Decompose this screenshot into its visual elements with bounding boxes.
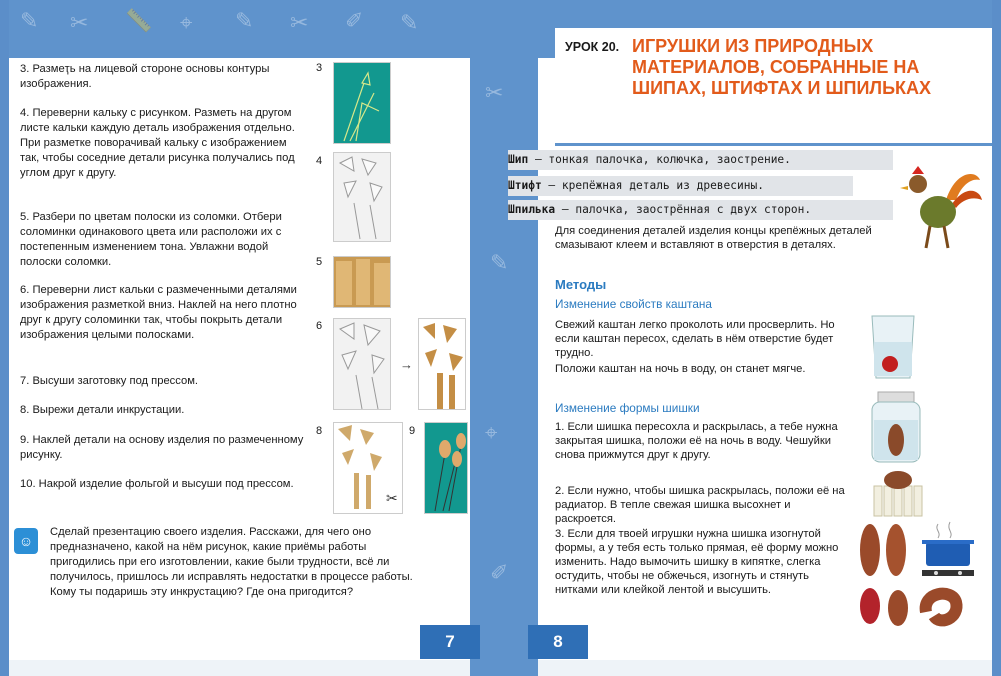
figure-9-image (424, 422, 468, 514)
scissors-icon: ✂ (485, 80, 504, 105)
page-number-left: 7 (420, 625, 480, 659)
figure-number: 9 (409, 425, 416, 437)
presentation-task-icon: ☺ (14, 528, 38, 554)
term-word: Шип (508, 153, 529, 166)
arrow-icon: → (400, 357, 413, 372)
lesson-title: ИГРУШКИ ИЗ ПРИРОДНЫХ МАТЕРИАЛОВ, СОБРАННЫЕ НА ШИПАХ, ШТИФТАХ И ШПИЛЬКАХ (632, 36, 931, 98)
compass-icon: ⌖ (485, 420, 498, 445)
lesson-label: УРОК 20. (565, 40, 620, 54)
pencil-icon: ✎ (235, 8, 254, 33)
rooster-toy-illustration (896, 160, 984, 252)
term-shpilka (508, 200, 893, 220)
term-word: Штифт (508, 179, 542, 192)
methods-heading: Методы (555, 277, 607, 292)
cone-heading: Изменение формы шишки (555, 401, 700, 415)
step-9: 9. Наклей детали на основу изделия по размеченному рисунку. (20, 434, 304, 461)
curved-cones-illustration (856, 582, 976, 630)
figure-number: 4 (316, 155, 323, 167)
page-number-right: 8 (528, 625, 588, 659)
term-definition: — крепёжная деталь из древесины. (541, 179, 764, 192)
compass-icon: ⌖ (180, 10, 193, 35)
figure-number: 5 (316, 256, 323, 268)
pencil-icon: ✎ (490, 250, 509, 275)
chestnut-text-1: Свежий каштан легко проколоть или просверлить. Но если каштан пересох, сделать в нём отверстие будет трудно. (555, 319, 835, 359)
term-definition: — палочка, заострённая с двух сторон. (555, 203, 812, 216)
step-10: 10. Накрой изделие фольгой и высуши под прессом. (20, 478, 294, 490)
figure-4-image (333, 152, 391, 242)
cones-illustration (856, 520, 920, 580)
step-7: 7. Высуши заготовку под прессом. (20, 375, 199, 387)
glass-with-chestnut-illustration (868, 312, 918, 382)
figure-6-image-right (418, 318, 466, 410)
cone-item-1: 1. Если шишка пересохла и раскрылась, а тебе нужна закрытая шишка, положи её на ночь в воду. Чешуйки снова прижмутся друг к другу. (555, 421, 838, 461)
cone-item-2: 2. Если нужно, чтобы шишка раскрылась, положи её на радиатор. В тепле свежая шишка высохнет и раскроется. (555, 485, 845, 525)
pot-on-stove-illustration (920, 520, 978, 580)
cone-item-3: 3. Если для твоей игрушки нужна шишка изогнутой формы, а у тебя есть только прямая, её форму можно изменить. Надо вымочить шишку в кипятке, слегка остудить, чтобы не обжечься, изогнуть и стянуть нитками или клейкой лентой и высушить. (555, 528, 839, 596)
figure-8-image (333, 422, 403, 514)
figure-number: 3 (316, 62, 323, 74)
right-frame (992, 0, 1001, 676)
step-6: 6. Переверни лист кальки с размеченными деталями изображения разметкой вниз. Наклей на него плотно друг к другу соломинки так, чтобы покрыть детали изображения целыми полосками. (20, 284, 297, 341)
scissors-icon: ✂ (70, 10, 89, 35)
term-word: Шпилька (508, 203, 556, 216)
left-frame (0, 0, 9, 676)
step-4: 4. Переверни кальку с рисунком. Разметь на другом листе кальки каждую деталь изображения отдельно. При разметке поворачивай кальку с изображением так, чтобы соседние детали рисунка получались под углом друг к другу. (20, 107, 295, 179)
step-5: 5. Разбери по цветам полоски из соломки. Отбери соломинки одинакового цвета или расположи их с постепенным изменением тона. Увлажни водой полоски соломки. (20, 211, 282, 268)
presentation-task-text: Сделай презентацию своего изделия. Расскажи, для чего оно предназначено, какой на нём рисунок, какие приёмы работы пригодились при его изготовлении, какие были трудности, всё ли получилось, пришлось ли исправлять недостатки в процессе работы. Кому ты подаришь эту инкрустацию? Где она пригодится? (50, 526, 413, 598)
jar-with-cone-illustration (868, 390, 924, 464)
scissors-icon: ✂ (290, 10, 309, 35)
figure-3-image (333, 62, 391, 144)
paint-icon: ✐ (345, 8, 364, 33)
figure-number: 6 (316, 320, 323, 332)
ruler-icon: ✐ (490, 560, 509, 585)
pencil-icon: ✎ (400, 10, 419, 35)
figure-number: 8 (316, 425, 323, 437)
term-definition: — тонкая палочка, колючка, заострение. (528, 153, 791, 166)
ruler-icon: 📏 (125, 8, 153, 33)
svg-text:✂: ✂ (386, 490, 398, 506)
radiator-with-cone-illustration (872, 466, 924, 518)
step-8: 8. Вырежи детали инкрустации. (20, 404, 185, 416)
figure-5-image (333, 256, 391, 308)
step-3: 3. Размеҭь на лицевой стороне основы контуры изображения. (20, 63, 270, 90)
term-ship (508, 150, 893, 170)
intro-paragraph: Для соединения деталей изделия концы крепёжных деталей смазывают клеем и вставляют в отверстия в деталях. (555, 225, 872, 251)
chestnut-heading: Изменение свойств каштана (555, 297, 712, 311)
term-shtift (508, 176, 893, 196)
pencil-icon: ✎ (20, 8, 39, 33)
figure-6-image-left (333, 318, 391, 410)
chestnut-text-2: Положи каштан на ночь в воду, он станет мягче. (555, 363, 806, 375)
